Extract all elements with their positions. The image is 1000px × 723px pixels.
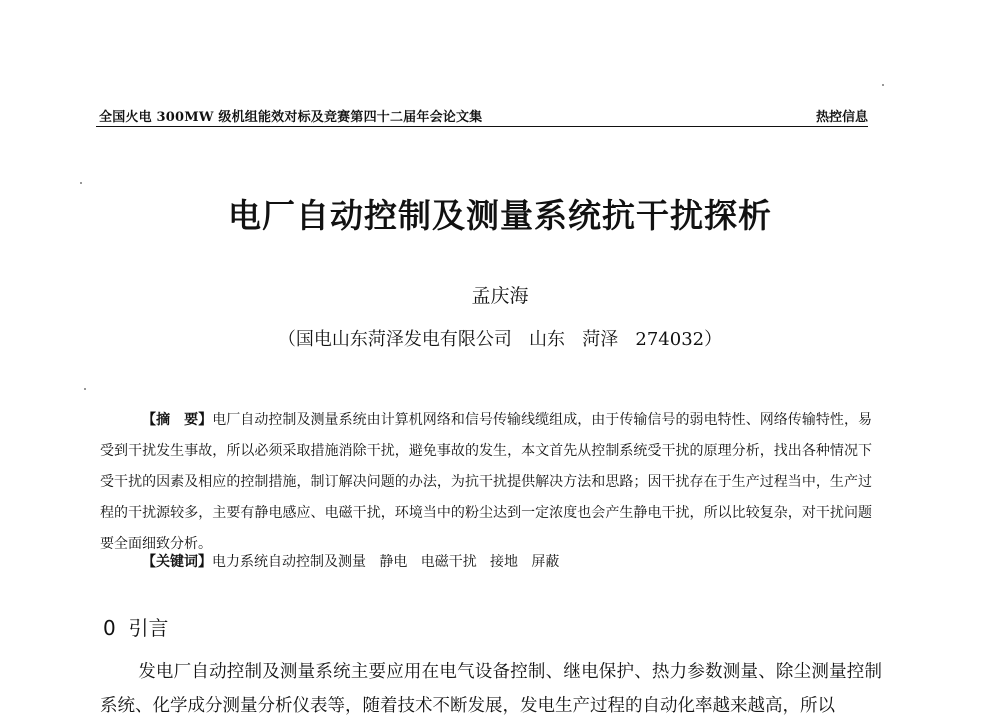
keywords-text: 电力系统自动控制及测量 静电 电磁干扰 接地 屏蔽 — [212, 554, 560, 570]
abstract-paragraph — [100, 405, 872, 560]
paper-title: 电厂自动控制及测量系统抗干扰探析 — [228, 196, 772, 235]
body-paragraph-text: 发电厂自动控制及测量系统主要应用在电气设备控制、继电保护、热力参数测量、除尘测量控制系统、化学成分测量分析仪表等，随着技术不断发展，发电生产过程的自动化率越来越高，所以 — [100, 662, 882, 716]
scan-speck — [84, 388, 86, 390]
abstract-text: 电厂自动控制及测量系统由计算机网络和信号传输线缆组成，由于传输信号的弱电特性、网络传输特性，易受到干扰发生事故，所以必须采取措施消除干扰，避免事故的发生，本文首先从控制系统受干扰的原理分析，找出各种情况下受干扰的因素及相应的控制措施，制订解决问题的办法，为抗干扰提供解决方法和思路；因干扰存在于生产过程当中，生产过程的干扰源较多，主要有静电感应、电磁干扰，环境当中的粉尘达到一定浓度也会产生静电干扰，所以比较复杂，对干扰问题要全面细致分析。 — [100, 412, 873, 552]
keywords-label: 【关键词】 — [142, 554, 212, 570]
running-header — [96, 104, 868, 127]
scan-speck — [882, 84, 884, 86]
author-name: 孟庆海 — [471, 285, 529, 307]
running-header-left: 全国火电 300MW 级机组能效对标及竞赛第四十二届年会论文集 — [99, 110, 483, 125]
body-paragraph — [100, 655, 882, 723]
author-affiliation: （国电山东菏泽发电有限公司 山东 菏泽 274032） — [277, 329, 723, 350]
section-heading-introduction: 0 引言 — [103, 616, 169, 640]
scan-speck — [80, 182, 82, 184]
abstract-label: 【摘 要】 — [142, 412, 213, 428]
running-header-right: 热控信息 — [815, 110, 868, 125]
keywords-line — [100, 550, 872, 574]
